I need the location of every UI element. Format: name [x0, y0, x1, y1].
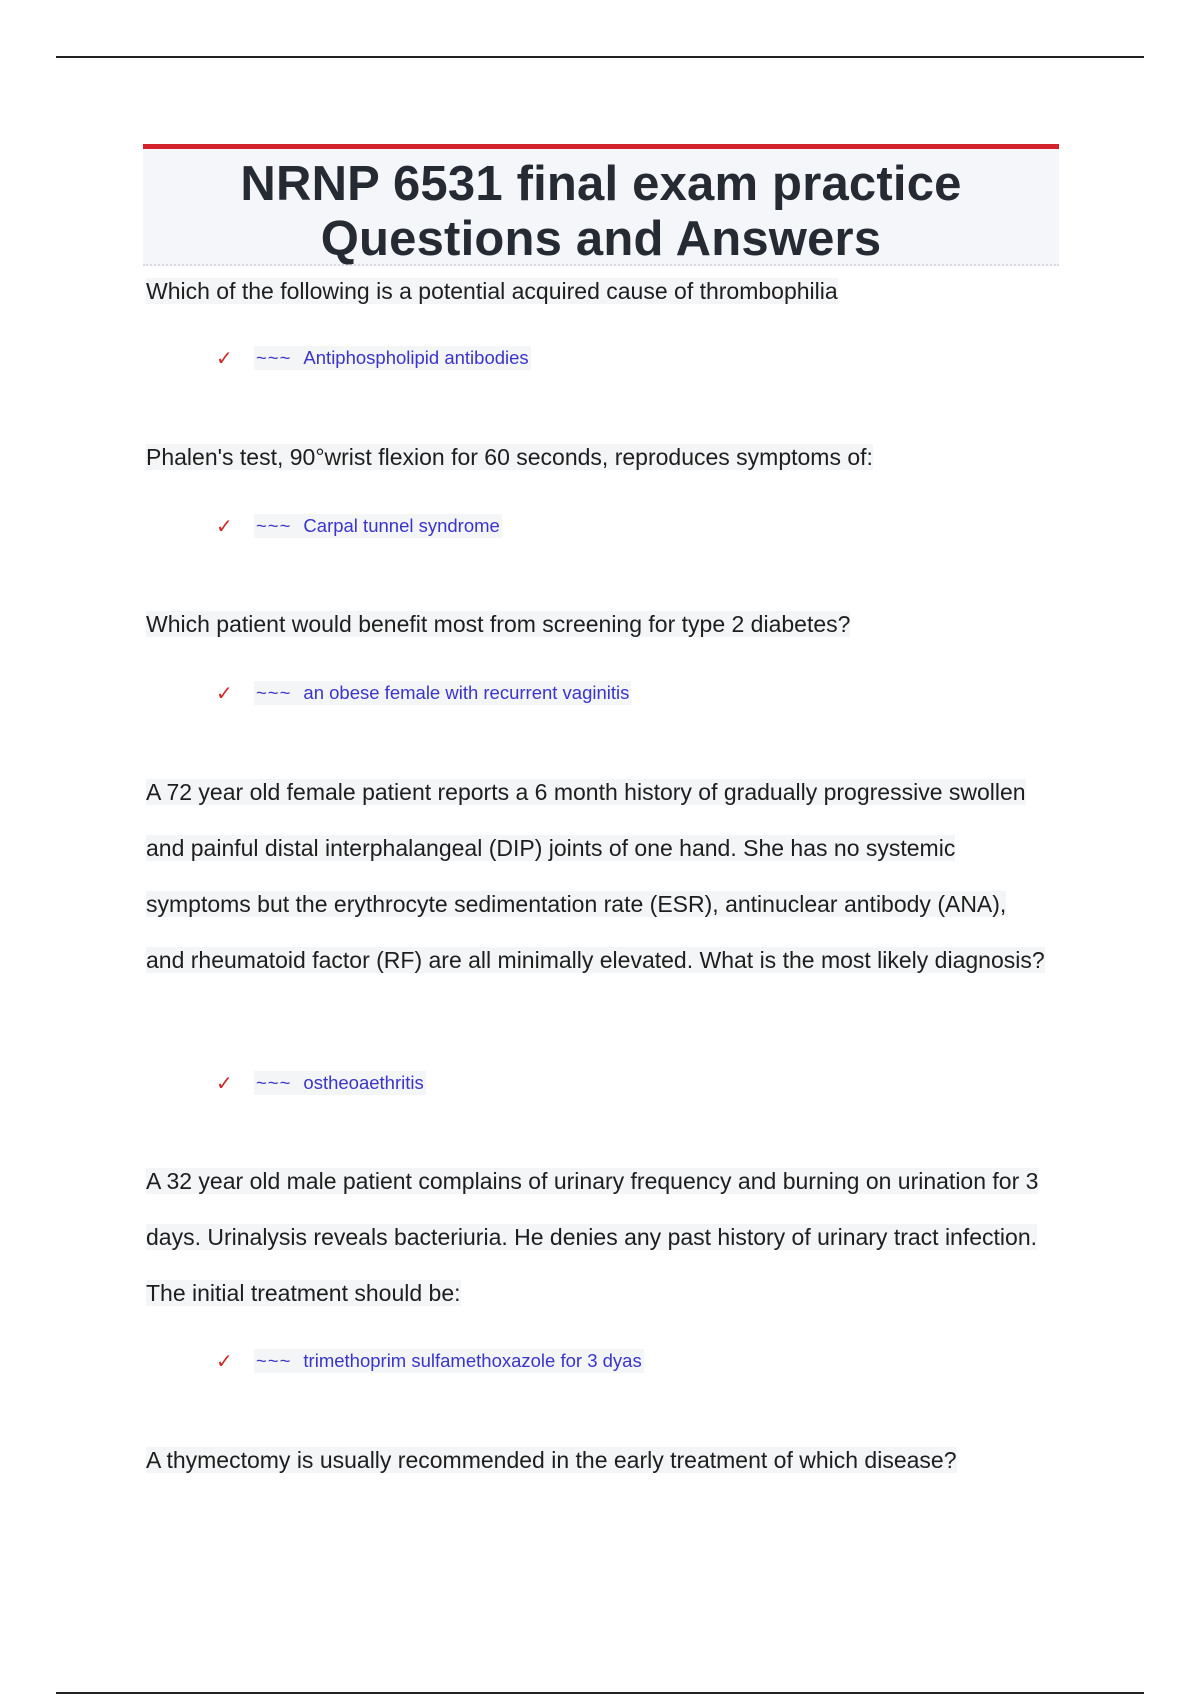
question-4 — [146, 764, 1046, 988]
answer-text: Carpal tunnel syndrome — [303, 515, 500, 536]
answer-marker: ~~~ — [256, 682, 292, 703]
page-title-line-1: NRNP 6531 final exam practice — [240, 157, 962, 211]
footer-rule — [56, 1692, 1144, 1694]
header-rule — [56, 56, 1144, 58]
answer-2 — [216, 514, 502, 538]
answer-marker: ~~~ — [256, 515, 292, 536]
question-text: A thymectomy is usually recommended in the early treatment of which disease? — [146, 1447, 957, 1473]
question-text: Phalen's test, 90°wrist flexion for 60 seconds, reproduces symptoms of: — [146, 444, 873, 470]
answer-marker: ~~~ — [256, 1072, 292, 1093]
answer-text: trimethoprim sulfamethoxazole for 3 dyas — [303, 1350, 642, 1371]
page-title-line-2: Questions and Answers — [320, 212, 882, 266]
checkmark-icon: ✓ — [216, 1071, 233, 1095]
question-2 — [146, 429, 1046, 485]
question-text: A 32 year old male patient complains of urinary frequency and burning on urination for 3 days. Urinalysis reveals bacteriuria. He denies any past history of urinary tract infection. The initial treatment should be: — [146, 1168, 1039, 1306]
question-1 — [146, 263, 1046, 319]
question-3 — [146, 596, 1046, 652]
answer-text: an obese female with recurrent vaginitis — [303, 682, 630, 703]
question-text: Which of the following is a potential acquired cause of thrombophilia — [146, 278, 838, 304]
checkmark-icon: ✓ — [216, 346, 233, 370]
checkmark-icon: ✓ — [216, 514, 233, 538]
answer-1 — [216, 346, 531, 370]
answer-text: ostheoaethritis — [303, 1072, 424, 1093]
checkmark-icon: ✓ — [216, 1349, 233, 1373]
answer-marker: ~~~ — [256, 347, 292, 368]
answer-text: Antiphospholipid antibodies — [303, 347, 529, 368]
answer-3 — [216, 681, 631, 705]
answer-marker: ~~~ — [256, 1350, 292, 1371]
checkmark-icon: ✓ — [216, 681, 233, 705]
question-6 — [146, 1432, 1046, 1488]
answer-5 — [216, 1349, 644, 1373]
question-text: A 72 year old female patient reports a 6 month history of gradually progressive swollen and painful distal interphalangeal (DIP) joints of one hand. She has no systemic symptoms but the erythrocyte sedimentation rate (ESR), antinuclear antibody (ANA), and rheumatoid factor (RF) are all minimally elevated. What is the most likely diagnosis? — [146, 779, 1045, 973]
question-5 — [146, 1153, 1046, 1321]
answer-4 — [216, 1071, 426, 1095]
question-text: Which patient would benefit most from screening for type 2 diabetes? — [146, 611, 851, 637]
title-banner — [143, 144, 1059, 266]
